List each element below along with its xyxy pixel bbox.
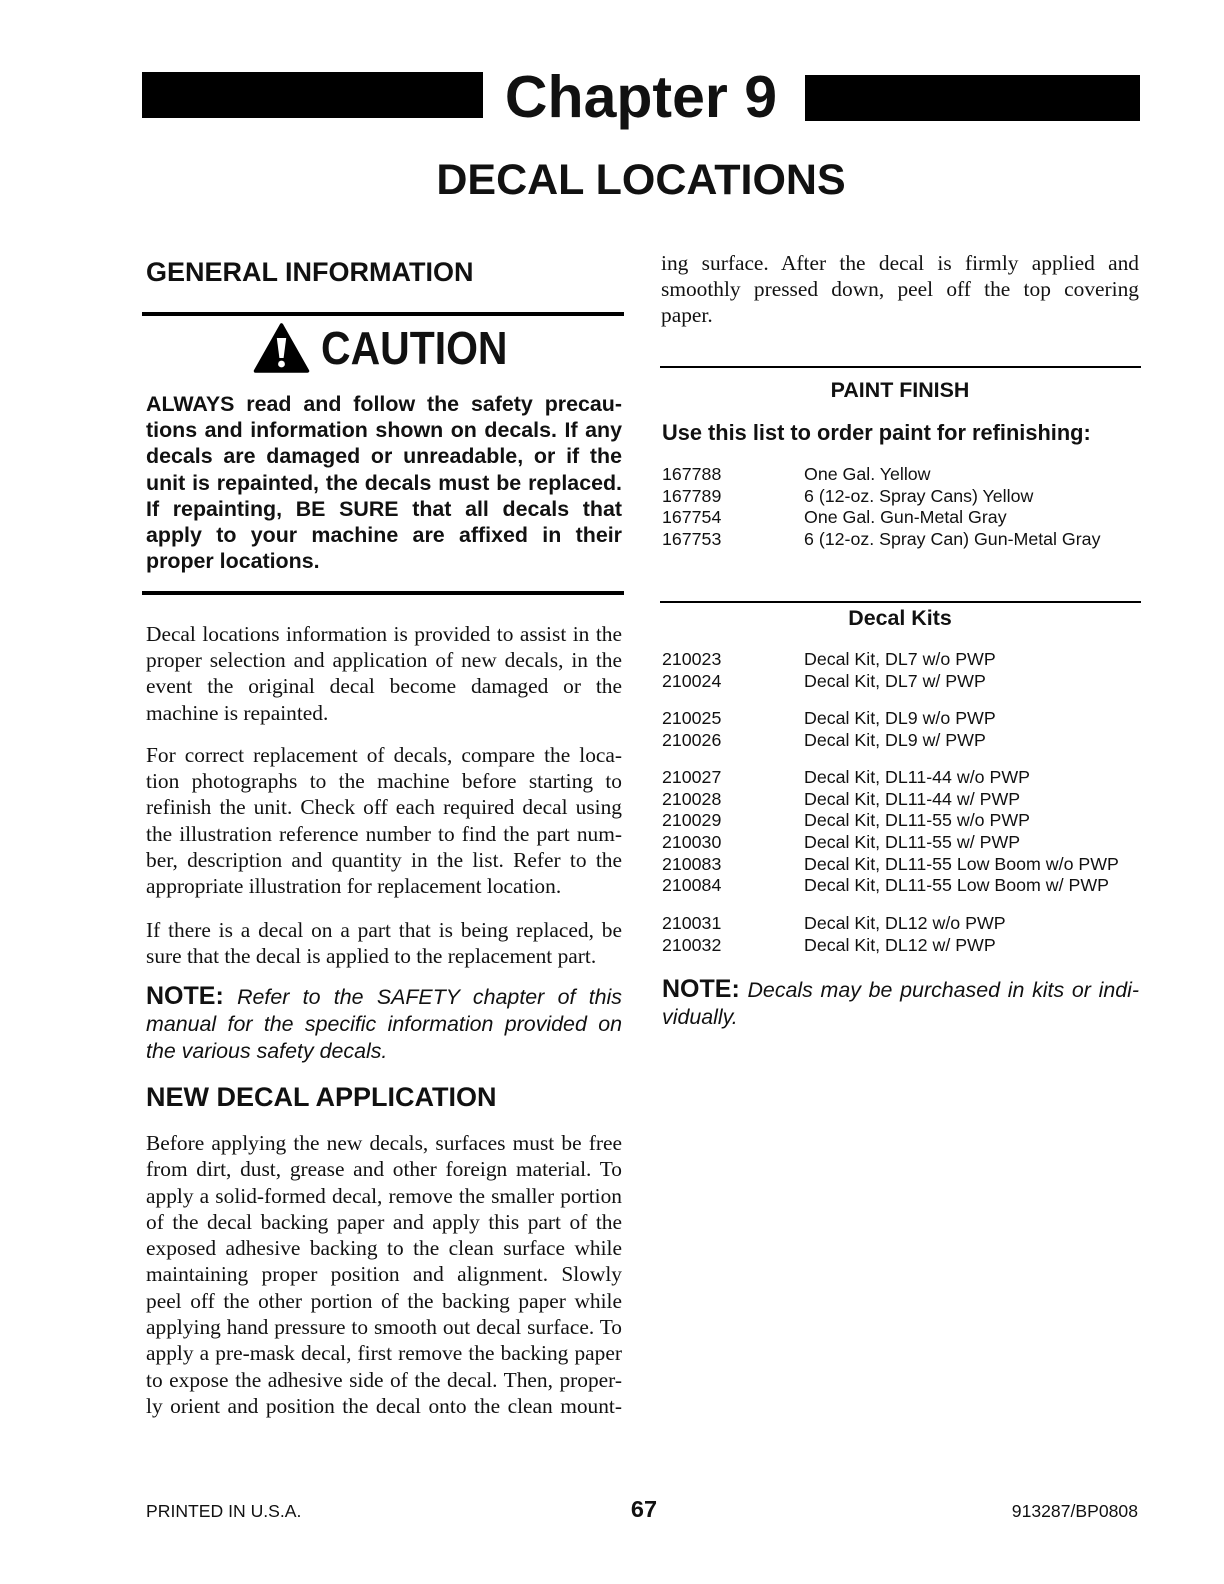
text-line: ing surface. After the decal is firmly applied and <box>661 251 1139 275</box>
paint-item-row <box>662 507 1140 529</box>
decal-kit-group <box>662 649 1140 692</box>
footer-document-code: 913287/BP0808 <box>1011 1501 1138 1521</box>
part-description: Decal Kit, DL12 w/o PWP <box>804 913 1006 933</box>
part-number: 210083 <box>662 853 722 874</box>
note-label: NOTE: <box>146 982 224 1010</box>
text-line: exposed adhesive backing to the clean surface while <box>146 1236 622 1261</box>
text-line: from dirt, dust, grease and other foreign material. To <box>146 1157 622 1182</box>
text-line: applying hand pressure to smooth out decal surface. To <box>146 1315 622 1340</box>
caution-line: proper locations. <box>146 549 320 574</box>
note-label: NOTE: <box>662 975 740 1003</box>
part-number: 210031 <box>662 913 722 933</box>
caution-label: CAUTION <box>321 322 508 374</box>
paint-finish-instruction: Use this list to order paint for refinishing: <box>662 420 1091 445</box>
decal-kits-rule <box>660 601 1141 603</box>
text-line: Decal locations information is provided to assist in the <box>146 622 622 646</box>
safety-note <box>146 983 622 1066</box>
text-line: If there is a decal on a part that is being replaced, be <box>146 918 622 942</box>
part-description: Decal Kit, DL12 w/ PWP <box>804 934 996 955</box>
text-line: the illustration reference number to find the part num- <box>146 821 622 846</box>
decal-kit-row <box>662 832 1140 854</box>
text-line: apply a solid-formed decal, remove the smaller portion <box>146 1183 622 1208</box>
part-description: Decal Kit, DL11-55 Low Boom w/o PWP <box>804 853 1119 874</box>
part-description: Decal Kit, DL11-55 Low Boom w/ PWP <box>804 875 1110 896</box>
text-line: of the decal backing paper and apply this part of the <box>146 1209 622 1234</box>
note-line: the various safety decals. <box>146 1039 388 1063</box>
paint-item-row <box>662 529 1140 551</box>
decal-kit-row <box>662 789 1140 811</box>
part-description: Decal Kit, DL11-55 w/o PWP <box>804 810 1030 831</box>
part-description: Decal Kit, DL11-44 w/o PWP <box>804 767 1030 787</box>
decal-kit-group <box>662 913 1140 956</box>
note-text: Decals may be purchased in kits or indi- <box>747 978 1139 1002</box>
decal-kit-row <box>662 875 1140 897</box>
part-description: 6 (12-oz. Spray Cans) Yellow <box>804 485 1034 506</box>
caution-line: unit is repainted, the decals must be replaced. <box>146 470 622 495</box>
part-number: 210030 <box>662 831 722 852</box>
paragraph-replacement-part <box>146 917 622 969</box>
general-information-heading: GENERAL INFORMATION <box>146 257 474 287</box>
text-line: For correct replacement of decals, compare the loca- <box>146 743 622 767</box>
part-description: One Gal. Gun-Metal Gray <box>804 507 1007 528</box>
part-number: 210024 <box>662 670 722 691</box>
part-description: Decal Kit, DL11-55 w/ PWP <box>804 831 1021 852</box>
note-line: manual for the specific information provided on <box>146 1011 622 1036</box>
part-description: Decal Kit, DL7 w/o PWP <box>804 649 996 669</box>
caution-top-rule <box>142 312 624 316</box>
paragraph-application <box>146 1130 622 1419</box>
caution-bottom-rule <box>142 591 624 595</box>
text-line: machine is repainted. <box>146 700 329 725</box>
paint-finish-title: PAINT FINISH <box>830 378 970 402</box>
decal-kit-row <box>662 649 1140 671</box>
text-line: ber, description and quantity in the list. Refer to the <box>146 847 622 872</box>
note-line <box>146 983 622 1011</box>
text-line: paper. <box>661 303 713 328</box>
text-line: event the original decal become damaged or the <box>146 674 622 699</box>
part-description: Decal Kit, DL9 w/ PWP <box>804 729 986 750</box>
paragraph-application-continued <box>661 250 1139 329</box>
decal-kit-row <box>662 854 1140 876</box>
part-number: 210025 <box>662 708 722 728</box>
decal-kit-row <box>662 935 1140 957</box>
new-decal-application-heading: NEW DECAL APPLICATION <box>146 1082 497 1112</box>
part-number: 210026 <box>662 729 722 750</box>
chapter-bar-left <box>142 72 483 118</box>
part-description: Decal Kit, DL11-44 w/ PWP <box>804 788 1021 809</box>
part-number: 167753 <box>662 528 722 549</box>
decal-kit-row <box>662 810 1140 832</box>
paint-finish-rule <box>660 366 1141 368</box>
part-number: 210084 <box>662 875 722 896</box>
caution-line: tions and information shown on decals. If any <box>146 418 622 443</box>
decal-kit-row <box>662 671 1140 693</box>
note-line: vidually. <box>662 1005 738 1029</box>
decal-kits-title: Decal Kits <box>848 606 952 630</box>
part-number: 210032 <box>662 934 722 955</box>
decal-kit-group <box>662 708 1140 751</box>
text-line: tion photographs to the machine before starting to <box>146 769 622 794</box>
chapter-bar-right <box>805 75 1140 121</box>
part-number: 167789 <box>662 485 722 506</box>
text-line: Before applying the new decals, surfaces must be free <box>146 1131 622 1155</box>
caution-message <box>146 391 622 574</box>
part-number: 167754 <box>662 507 722 528</box>
note-text: Refer to the SAFETY chapter of this <box>237 985 622 1009</box>
caution-line: ALWAYS read and follow the safety precau- <box>146 392 622 416</box>
part-description: 6 (12-oz. Spray Can) Gun-Metal Gray <box>804 528 1101 549</box>
decal-kit-row <box>662 730 1140 752</box>
paint-list <box>662 464 1140 551</box>
page-title: DECAL LOCATIONS <box>436 156 846 204</box>
paragraph-decal-info <box>146 621 622 726</box>
part-description: One Gal. Yellow <box>804 464 931 484</box>
caution-line: If repainting, BE SURE that all decals that <box>146 496 622 521</box>
part-number: 210028 <box>662 788 722 809</box>
paragraph-replacement <box>146 742 622 899</box>
text-line: peel off the other portion of the backing paper while <box>146 1288 622 1313</box>
part-number: 167788 <box>662 464 722 484</box>
caution-line: apply to your machine are affixed in their <box>146 522 622 547</box>
page-number: 67 <box>630 1496 658 1522</box>
chapter-label: Chapter 9 <box>504 64 778 130</box>
text-line: sure that the decal is applied to the replacement part. <box>146 944 597 969</box>
text-line: smoothly pressed down, peel off the top covering <box>661 277 1139 302</box>
part-number: 210027 <box>662 767 722 787</box>
warning-triangle-icon <box>253 322 310 374</box>
decal-kit-row <box>662 913 1140 935</box>
note-line <box>662 975 1139 1003</box>
text-line: appropriate illustration for replacement location. <box>146 873 562 898</box>
text-line: proper selection and application of new decals, in the <box>146 648 622 673</box>
text-line: refinish the unit. Check off each required decal using <box>146 795 622 820</box>
text-line: ly orient and position the decal onto the clean mount- <box>146 1393 622 1418</box>
caution-line: decals are damaged or unreadable, or if the <box>146 444 622 469</box>
decal-kit-group <box>662 767 1140 897</box>
part-number: 210023 <box>662 649 722 669</box>
part-description: Decal Kit, DL7 w/ PWP <box>804 670 986 691</box>
part-description: Decal Kit, DL9 w/o PWP <box>804 708 996 728</box>
decal-kit-row <box>662 767 1140 789</box>
decal-kits-note <box>662 975 1139 1031</box>
decal-kit-row <box>662 708 1140 730</box>
text-line: maintaining proper position and alignment. Slowly <box>146 1262 622 1287</box>
paint-item-row <box>662 464 1140 486</box>
footer-printed-in: PRINTED IN U.S.A. <box>146 1501 302 1521</box>
paint-item-row <box>662 486 1140 508</box>
text-line: apply a pre-mask decal, first remove the backing paper <box>146 1341 622 1366</box>
part-number: 210029 <box>662 810 722 831</box>
text-line: to expose the adhesive side of the decal. Then, proper- <box>146 1367 622 1392</box>
